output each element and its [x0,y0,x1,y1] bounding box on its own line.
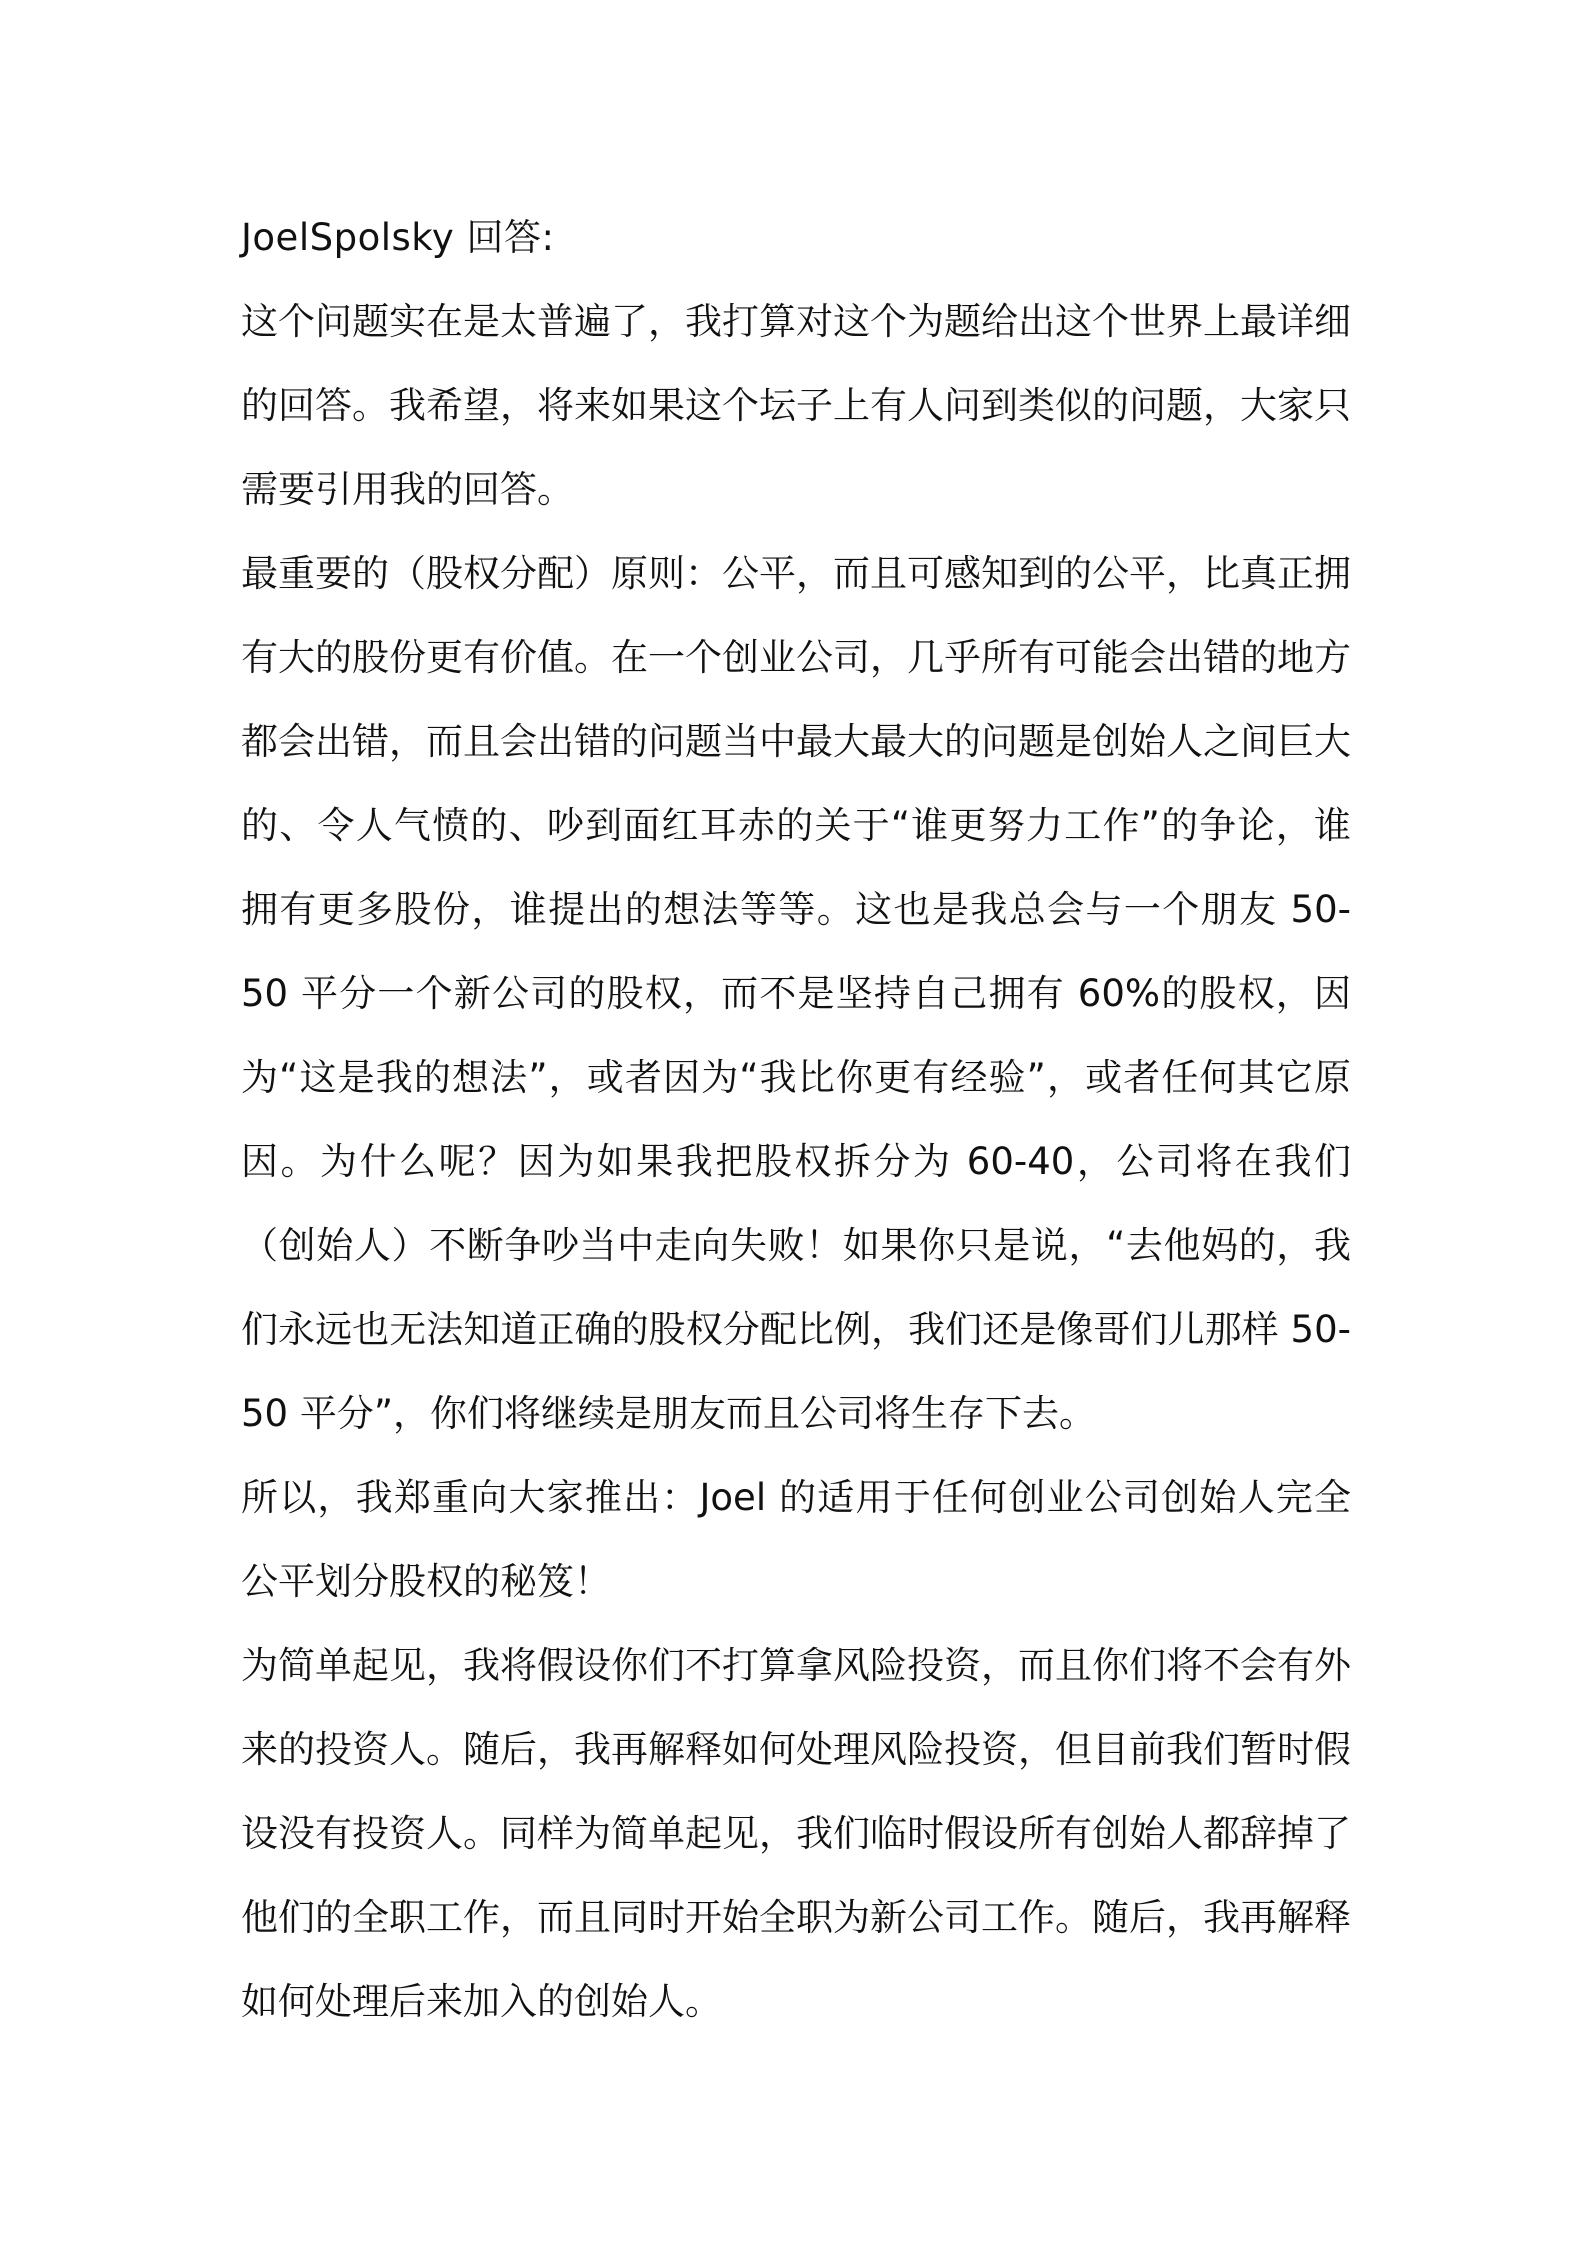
paragraph-principle: 最重要的（股权分配）原则：公平，而且可感知到的公平，比真正拥有大的股份更有价值。在一个创业公司，几乎所有可能会出错的地方都会出错，而且会出错的问题当中最大最大的问题是创始人之间巨大的、令人气愤的、吵到面红耳赤的关于“谁更努力工作”的争论，谁拥有更多股份，谁提出的想法等等。这也是我总会与一个朋友 50-50 平分一个新公司的股权，而不是坚持自己拥有 60%的股权，因为“这是我的想法”，或者因为“我比你更有经验”，或者任何其它原因。为什么呢？因为如果我把股权拆分为 60-40，公司将在我们（创始人）不断争吵当中走向失败！如果你只是说，“去他妈的，我们永远也无法知道正确的股权分配比例，我们还是像哥们儿那样 50-50 平分”，你们将继续是朋友而且公司将生存下去。 [241,552,1351,1435]
paragraph-intro: 这个问题实在是太普遍了，我打算对这个为题给出这个世界上最详细的回答。我希望，将来如果这个坛子上有人问到类似的问题，大家只需要引用我的回答。 [241,300,1351,511]
document-body [241,196,1351,2044]
paragraph-assumptions: 为简单起见，我将假设你们不打算拿风险投资，而且你们将不会有外来的投资人。随后，我再解释如何处理风险投资，但目前我们暂时假设没有投资人。同样为简单起见，我们临时假设所有创始人都辞掉了他们的全职工作，而且同时开始全职为新公司工作。随后，我再解释如何处理后来加入的创始人。 [241,1644,1351,2023]
paragraph-recipe-announcement: 所以，我郑重向大家推出：Joel 的适用于任何创业公司创始人完全公平划分股权的秘笈！ [241,1476,1351,1603]
answer-heading: JoelSpolsky 回答: [241,216,555,259]
